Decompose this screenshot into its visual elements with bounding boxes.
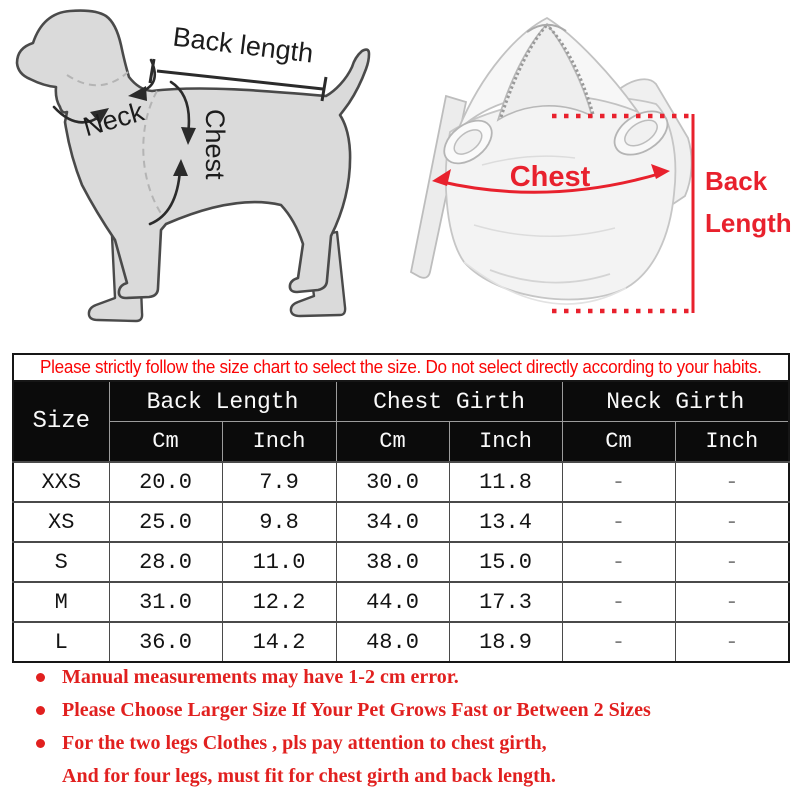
value-cell: - (675, 622, 789, 662)
note-item (26, 732, 788, 754)
header-unit-cm: Cm (109, 422, 222, 463)
note-text: Manual measurements may have 1-2 cm error. (62, 666, 459, 688)
value-cell: - (562, 622, 675, 662)
bullet-icon (36, 739, 45, 748)
note-text: Please Choose Larger Size If Your Pet Grows Fast or Between 2 Sizes (62, 699, 651, 721)
bullet-icon (36, 673, 45, 682)
header-unit-cm: Cm (336, 422, 449, 463)
value-cell: - (675, 582, 789, 622)
bullet-icon (36, 706, 45, 715)
garment-measurement-diagram (390, 0, 800, 345)
header-unit-inch: Inch (222, 422, 336, 463)
table-row (13, 582, 789, 622)
header-size: Size (13, 381, 109, 462)
dog-back-length-label: Back length (171, 21, 315, 69)
header-unit-cm: Cm (562, 422, 675, 463)
notice-row (13, 354, 789, 381)
dog-chest-label: Chest (200, 109, 230, 180)
dog-neck-label: Neck (79, 96, 148, 143)
header-chest-girth: Chest Girth (336, 381, 562, 422)
value-cell: 34.0 (336, 502, 449, 542)
size-cell: XXS (13, 462, 109, 502)
value-cell: - (562, 462, 675, 502)
value-cell: 7.9 (222, 462, 336, 502)
header-back-length: Back Length (109, 381, 336, 422)
notes-section (26, 666, 788, 787)
value-cell: 20.0 (109, 462, 222, 502)
value-cell: 9.8 (222, 502, 336, 542)
value-cell: 11.8 (449, 462, 562, 502)
value-cell: - (562, 582, 675, 622)
value-cell: 12.2 (222, 582, 336, 622)
value-cell: 38.0 (336, 542, 449, 582)
value-cell: 14.2 (222, 622, 336, 662)
note-text: For the two legs Clothes , pls pay attention to chest girth, (62, 732, 547, 754)
garment-length-label: Length (705, 208, 792, 238)
value-cell: 13.4 (449, 502, 562, 542)
note-item (26, 666, 788, 688)
size-table (12, 353, 790, 663)
value-cell: 11.0 (222, 542, 336, 582)
table-notice: Please strictly follow the size chart to select the size. Do not select directly according to your habits. (13, 354, 789, 381)
value-cell: 30.0 (336, 462, 449, 502)
value-cell: - (675, 502, 789, 542)
value-cell: 28.0 (109, 542, 222, 582)
value-cell: 15.0 (449, 542, 562, 582)
size-cell: L (13, 622, 109, 662)
table-row (13, 542, 789, 582)
value-cell: 48.0 (336, 622, 449, 662)
size-cell: XS (13, 502, 109, 542)
size-cell: M (13, 582, 109, 622)
value-cell: - (562, 502, 675, 542)
header-neck-girth: Neck Girth (562, 381, 789, 422)
table-row (13, 502, 789, 542)
table-row (13, 462, 789, 502)
group-header-row (13, 381, 789, 422)
header-unit-inch: Inch (449, 422, 562, 463)
unit-header-row (13, 422, 789, 463)
note-item (26, 699, 788, 721)
garment-chest-label: Chest (509, 161, 591, 193)
garment-back-label: Back (705, 166, 768, 196)
value-cell: 25.0 (109, 502, 222, 542)
value-cell: 17.3 (449, 582, 562, 622)
note-continuation: And for four legs, must fit for chest girth and back length. (62, 765, 556, 787)
dog-measurement-diagram (0, 0, 400, 345)
value-cell: 44.0 (336, 582, 449, 622)
value-cell: 18.9 (449, 622, 562, 662)
header-unit-inch: Inch (675, 422, 789, 463)
value-cell: - (562, 542, 675, 582)
table-row (13, 622, 789, 662)
value-cell: - (675, 462, 789, 502)
value-cell: 31.0 (109, 582, 222, 622)
size-cell: S (13, 542, 109, 582)
value-cell: - (675, 542, 789, 582)
value-cell: 36.0 (109, 622, 222, 662)
